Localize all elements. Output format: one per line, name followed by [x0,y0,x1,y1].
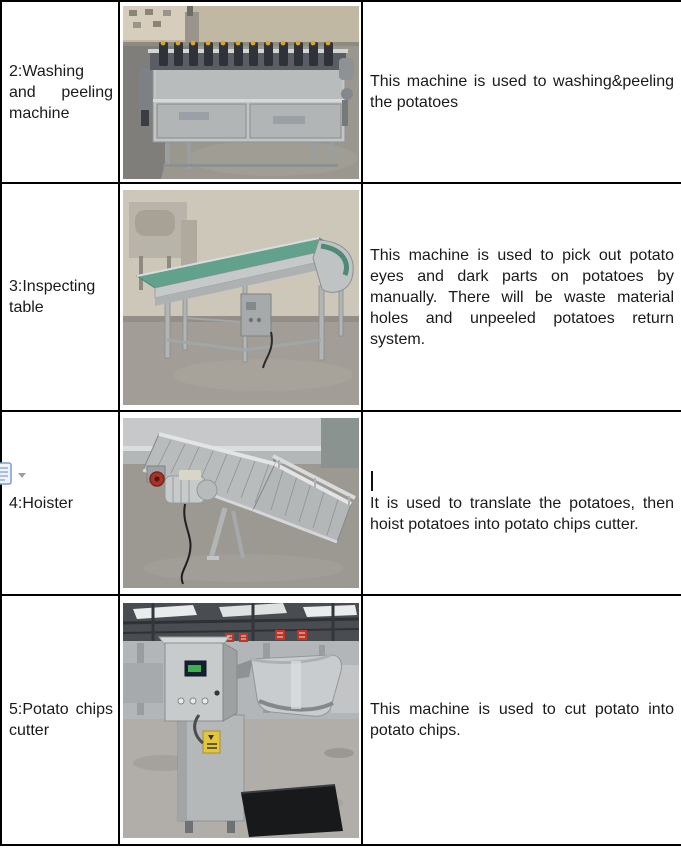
machine-label-cell[interactable] [1,411,119,595]
table-row [1,1,681,183]
table-row [1,183,681,411]
machine-description: This machine is used to washing&peeling the potatoes [370,73,674,111]
washing-and-peeling-machine-photo[interactable] [123,6,359,179]
machine-description-cell[interactable] [362,1,681,183]
hoister-photo[interactable] [123,418,359,588]
machine-description: It is used to translate the potatoes, then hoist potatoes into potato chips cutter. [370,495,674,533]
machine-image-cell [119,411,362,595]
inspecting-table-photo[interactable] [123,190,359,405]
machine-description-cell[interactable] [362,183,681,411]
table-row [1,411,681,595]
chevron-down-icon [18,473,26,478]
machine-label-cell[interactable] [1,183,119,411]
potato-chips-cutter-photo[interactable] [123,603,359,838]
machine-label-cell[interactable] [1,1,119,183]
machine-label: 2:Washing and peeling machine [9,62,113,122]
machine-label: 5:Potato chips cutter [9,701,113,739]
clipboard-icon [0,463,11,484]
machine-label: 3:Inspecting table [9,278,96,316]
machine-label-cell[interactable] [1,595,119,845]
machine-description-cell[interactable] [362,411,681,595]
machine-label: 4:Hoister [9,494,74,512]
machine-image-cell [119,183,362,411]
table-row [1,595,681,845]
machine-description: This machine is used to cut potato into potato chips. [370,701,674,739]
machine-image-cell [119,1,362,183]
paste-options-icon[interactable] [0,462,31,488]
machine-description-cell[interactable] [362,595,681,845]
text-cursor [371,471,373,491]
machine-description: This machine is used to pick out potato eyes and dark parts on potatoes by manually. There will be waste material holes and unpeeled potatoes return system. [370,246,674,348]
machine-image-cell [119,595,362,845]
empty-paragraph[interactable] [370,471,674,493]
